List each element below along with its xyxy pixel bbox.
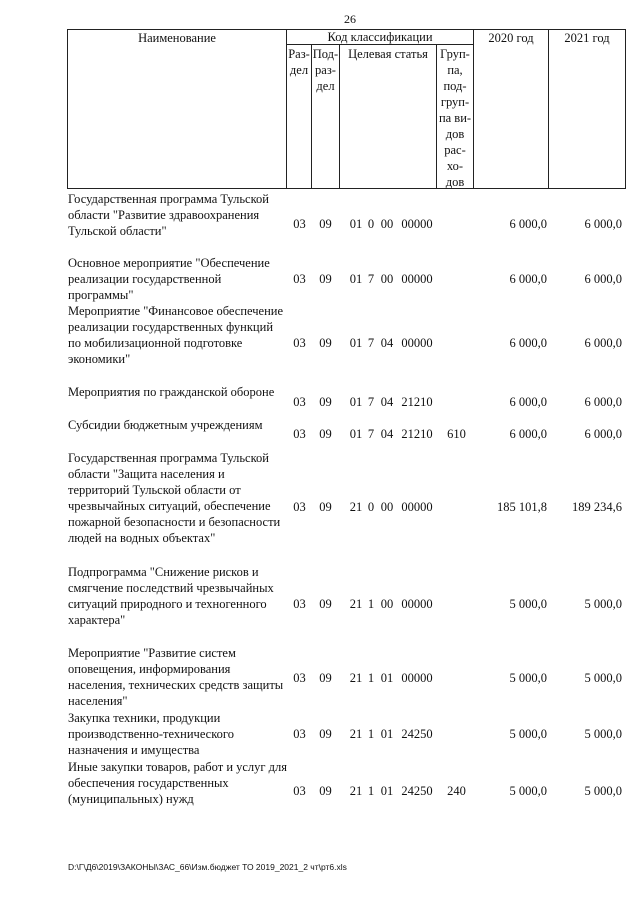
row-podrazdel: 09 [319,597,332,611]
row-name: Закупка техники, продукции производственно-технического назначения и имущества [68,711,234,757]
row-2021: 6 000,0 [584,427,622,441]
row-podrazdel: 09 [319,395,332,409]
row-razdel: 03 [293,427,306,441]
row-target-2: 7 [367,336,375,350]
row-2020: 5 000,0 [509,597,547,611]
row-2020: 185 101,8 [497,500,547,514]
row-target-3: 01 [380,784,394,798]
header-razdel: Раз- дел [288,47,310,77]
row-podrazdel: 09 [319,336,332,350]
row-target-1: 01 [349,395,363,409]
row-target-3: 00 [380,500,394,514]
row-target-4: 00000 [401,217,433,231]
row-name: Мероприятия по гражданской обороне [68,385,275,399]
row-2021: 5 000,0 [584,727,622,741]
row-2020: 6 000,0 [509,217,547,231]
row-2021: 6 000,0 [584,336,622,350]
row-group: 240 [447,784,466,798]
row-2021: 6 000,0 [584,217,622,231]
row-group: 610 [447,427,466,441]
row-name: Мероприятие "Финансовое обеспечение реализации государственных функций по мобилизационной подготовке экономики" [68,304,284,366]
row-2020: 5 000,0 [509,671,547,685]
row-2020: 5 000,0 [509,727,547,741]
row-target-4: 00000 [401,336,433,350]
row-2021: 6 000,0 [584,395,622,409]
row-2020: 6 000,0 [509,272,547,286]
row-target-2: 1 [367,597,375,611]
page-number: 26 [344,12,356,26]
header-name: Наименование [138,31,216,45]
row-target-1: 01 [349,336,363,350]
row-target-3: 01 [380,727,394,741]
row-razdel: 03 [293,500,306,514]
row-target-3: 04 [380,336,394,350]
row-razdel: 03 [293,597,306,611]
row-target-4: 21210 [401,427,433,441]
row-target-3: 01 [380,671,394,685]
row-2020: 6 000,0 [509,427,547,441]
row-podrazdel: 09 [319,784,332,798]
row-target-4: 24250 [401,727,433,741]
file-path-footer: D:\Г\Д6\2019\ЗАКОНЫ\ЗАС_66\Изм.бюджет ТО 2019_2021_2 чт\рт6.xls [68,862,347,872]
row-name: Государственная программа Тульской области "Развитие здравоохранения Тульской области" [68,192,269,238]
row-razdel: 03 [293,727,306,741]
header-2020: 2020 год [488,31,534,45]
row-target-2: 1 [367,671,375,685]
row-podrazdel: 09 [319,217,332,231]
row-target-1: 01 [349,272,363,286]
row-name: Государственная программа Тульской области "Защита населения и территорий Тульской области от чрезвычайных ситуаций, обеспечение пожарной безопасности и безопасности людей на водных объектах" [68,451,281,545]
row-target-1: 21 [349,727,363,741]
row-razdel: 03 [293,784,306,798]
row-podrazdel: 09 [319,500,332,514]
row-target-1: 01 [349,427,363,441]
row-2020: 6 000,0 [509,336,547,350]
row-target-2: 1 [367,727,375,741]
row-target-4: 24250 [401,784,433,798]
row-name: Мероприятие "Развитие систем оповещения, информирования населения, технических средств защиты населения" [68,646,284,708]
row-2021: 189 234,6 [572,500,622,514]
row-target-2: 7 [367,395,375,409]
row-podrazdel: 09 [319,671,332,685]
row-name: Основное мероприятие "Обеспечение реализации государственной программы" [68,256,270,302]
row-name: Иные закупки товаров, работ и услуг для обеспечения государственных (муниципальных) нужд [68,760,288,806]
row-target-4: 21210 [401,395,433,409]
row-podrazdel: 09 [319,272,332,286]
header-code-title: Код классификации [327,30,433,44]
row-target-4: 00000 [401,500,433,514]
row-podrazdel: 09 [319,727,332,741]
row-2020: 5 000,0 [509,784,547,798]
row-target-2: 1 [367,784,375,798]
row-target-3: 00 [380,272,394,286]
row-razdel: 03 [293,671,306,685]
row-target-2: 0 [367,217,375,231]
row-razdel: 03 [293,395,306,409]
row-target-2: 0 [367,500,375,514]
row-2021: 5 000,0 [584,671,622,685]
row-target-1: 01 [349,217,363,231]
header-target: Целевая статья [348,47,428,61]
row-target-3: 04 [380,395,394,409]
row-target-4: 00000 [401,671,433,685]
row-razdel: 03 [293,336,306,350]
header-2021: 2021 год [564,31,610,45]
row-target-1: 21 [349,500,363,514]
row-target-1: 21 [349,671,363,685]
row-target-3: 00 [380,217,394,231]
row-2021: 6 000,0 [584,272,622,286]
row-target-2: 7 [367,427,375,441]
row-target-4: 00000 [401,597,433,611]
row-2021: 5 000,0 [584,784,622,798]
row-name: Субсидии бюджетным учреждениям [68,418,263,432]
header-podrazdel: Под- раз- дел [312,47,339,93]
row-podrazdel: 09 [319,427,332,441]
row-razdel: 03 [293,217,306,231]
row-razdel: 03 [293,272,306,286]
row-target-1: 21 [349,784,363,798]
row-name: Подпрограмма "Снижение рисков и смягчение последствий чрезвычайных ситуаций природного и техногенного характера" [68,565,274,627]
row-target-4: 00000 [401,272,433,286]
row-target-1: 21 [349,597,363,611]
row-2020: 6 000,0 [509,395,547,409]
row-target-3: 04 [380,427,394,441]
row-target-3: 00 [380,597,394,611]
row-target-2: 7 [367,272,375,286]
header-group: Груп- па, под- груп- па ви- дов рас- хо- дов [438,47,472,189]
row-2021: 5 000,0 [584,597,622,611]
